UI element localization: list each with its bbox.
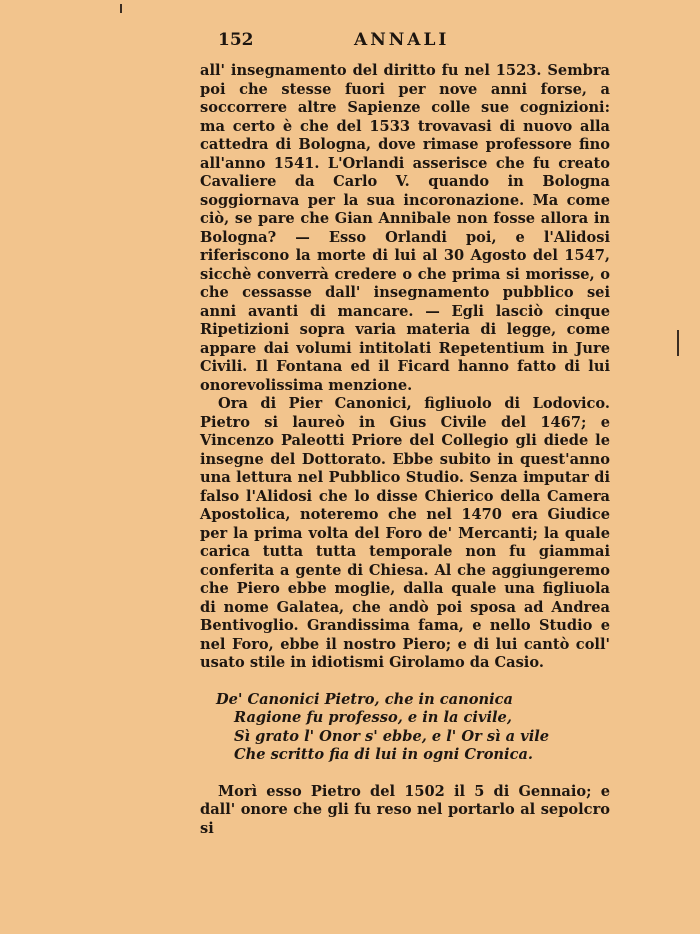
verse-line: Sì grato l' Onor s' ebbe, e l' Or sì a vile bbox=[234, 727, 550, 745]
paragraph: all' insegnamento del diritto fu nel 1523. Sembra poi che stesse fuori per nove anni forse, a soccorrere altre Sapienze colle sue cognizioni: ma certo è che del 1533 trovavasi di nuovo alla cattedra di Bologna, dove rimase professore fino all'anno 1541. L'Orlandi asserisce che fu creato Cavaliere da Carlo V. quando in Bologna soggiornava per la sua incoronazione. Ma come ciò, se pare che Gian Annibale non fosse allora in Bologna? — Esso Orlandi poi, e l'Alidosi riferiscono la morte di lui al 30 Agosto del 1547, sicchè converrà credere o che prima si morisse, o che cessasse dall' insegnamento pubblico sei anni avanti di mancare. — Egli lasciò cinque Ripetizioni sopra varia materia di legge, come appare dai volumi intitolati Repetentium in Jure Civili. Il Fontana ed il Ficard hanno fatto di lui onorevolissima menzione. bbox=[200, 62, 610, 394]
paragraph: Ora di Pier Canonici, figliuolo di Lodovico. Pietro si laureò in Gius Civile del 1467; e Vincenzo Paleotti Priore del Collegio gli diede le insegne del Dottorato. Ebbe subito in quest'anno una lettura nel Pubblico Studio. Senza imputar di falso l'Alidosi che lo disse Chierico della Camera Apostolica, noteremo che nel 1470 era Giudice per la prima volta del Foro de' Mercanti; la quale carica tutta tutta temporale non fu giammai conferita a gente di Chiesa. Al che aggiungeremo che Piero ebbe moglie, dalla quale una figliuola di nome Galatea, che andò poi sposa ad Andrea Bentivoglio. Grandissima fama, e nello Studio e nel Foro, ebbe il nostro Piero; e di lui cantò coll' usato stile in idiotismi Girolamo da Casio. bbox=[200, 395, 610, 671]
body-text bbox=[200, 62, 610, 838]
page-title: ANNALI bbox=[354, 30, 450, 50]
running-head bbox=[200, 30, 610, 54]
ink-speck bbox=[120, 4, 122, 13]
verse-line: Ragione fu professo, e in la civile, bbox=[234, 709, 512, 726]
paragraph: Morì esso Pietro del 1502 il 5 di Gennaio; e dall' onore che gli fu reso nel portarlo al sepolcro si bbox=[200, 782, 610, 837]
verse-line: Che scritto fia di lui in ogni Cronica. bbox=[234, 746, 534, 763]
verse-line: De' Canonici Pietro, che in canonica bbox=[216, 690, 513, 708]
verse-block bbox=[216, 691, 610, 765]
page-number: 152 bbox=[218, 30, 254, 50]
ink-speck bbox=[677, 330, 679, 356]
